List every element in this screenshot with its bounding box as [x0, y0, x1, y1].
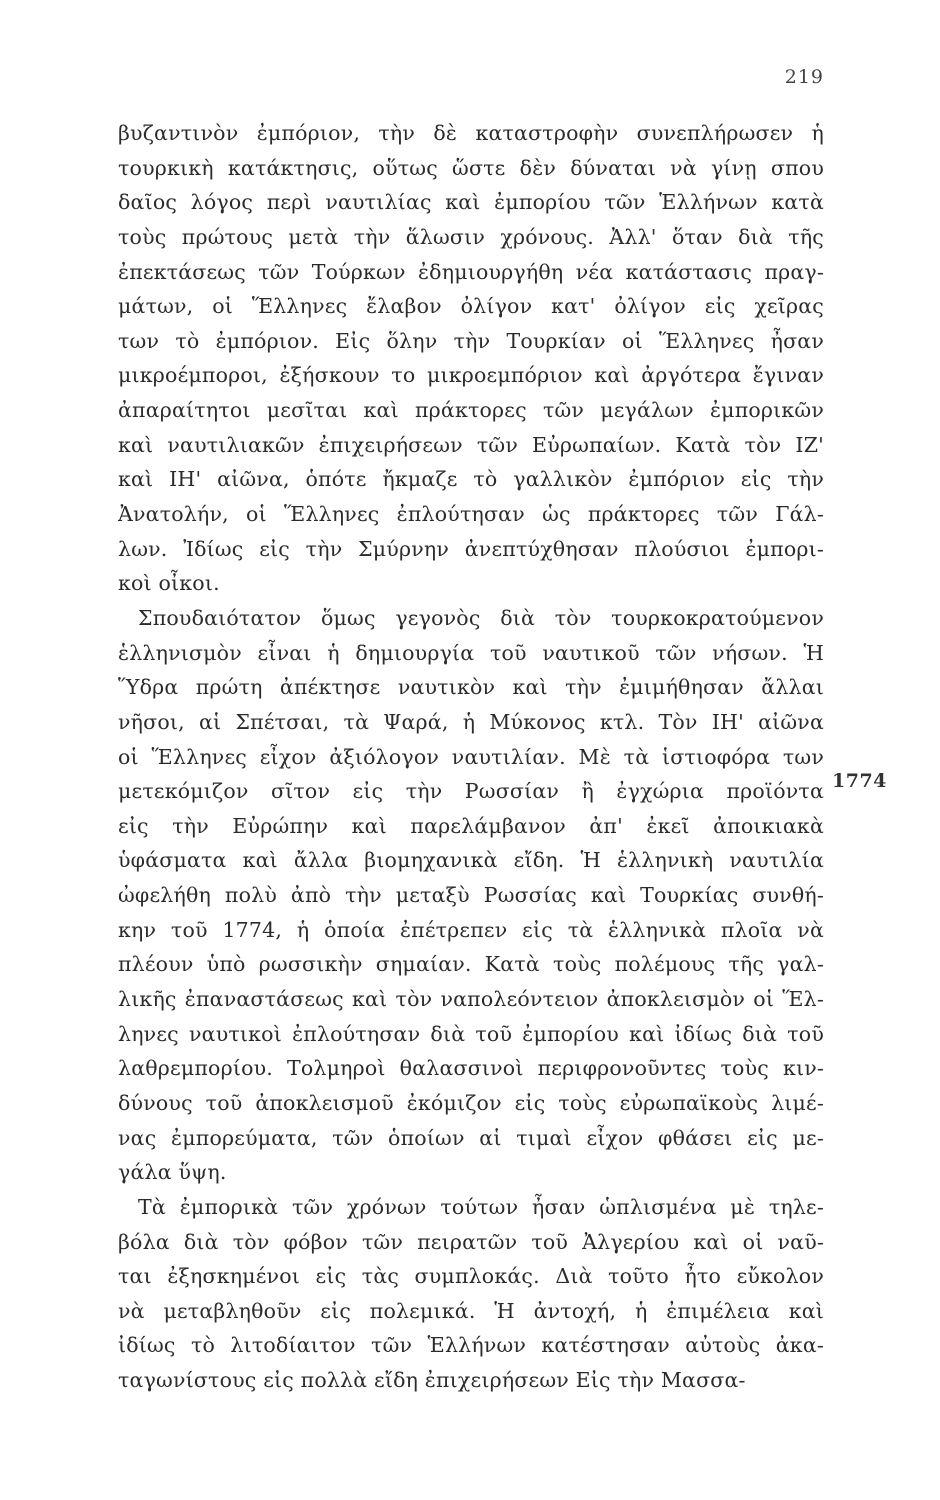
text-line: ἀπαραίτητοι μεσῖται καὶ πράκτορες τῶν μεγάλων ἐμπορικῶν — [118, 398, 824, 423]
text-line: ἐπεκτάσεως τῶν Τούρκων ἐδημιουργήθη νέα κατάστασις πραγ- — [118, 259, 824, 284]
text-line: μάτων, οἱ Ἕλληνες ἔλαβον ὀλίγον κατ' ὀλίγον εἰς χεῖρας — [118, 294, 824, 319]
text-line: νας ἐμπορεύματα, τῶν ὁποίων αἱ τιμαὶ εἶχον φθάσει εἰς με- — [118, 1125, 824, 1150]
text-line: τοὺς πρώτους μετὰ τὴν ἅλωσιν χρόνους. Ἀλλ' ὅταν διὰ τῆς — [118, 224, 824, 249]
text-line: γάλα ὕψη. — [118, 1160, 227, 1185]
text-line: οἱ Ἕλληνες εἶχον ἀξιόλογον ναυτιλίαν. Μὲ τὰ ἱστιοφόρα των — [118, 744, 824, 769]
text-line: μετεκόμιζον σῖτον εἰς τὴν Ρωσσίαν ἢ ἐγχώρια προϊόντα — [118, 779, 824, 804]
text-line: κην τοῦ 1774, ἡ ὁποία ἐπέτρεπεν εἰς τὰ ἑλληνικὰ πλοῖα νὰ — [118, 917, 824, 942]
text-line: πλέουν ὑπὸ ρωσσικὴν σημαίαν. Κατὰ τοὺς πολέμους τῆς γαλ- — [118, 952, 824, 977]
text-line: μικροέμποροι, ἐξήσκουν το μικροεμπόριον καὶ ἀργότερα ἔγιναν — [118, 363, 824, 388]
text-line: ταγωνίστους εἰς πολλὰ εἴδη ἐπιχειρήσεων Εἰς τὴν Μασσα- — [118, 1368, 746, 1393]
text-line: Σπουδαιότατον ὅμως γεγονὸς διὰ τὸν τουρκοκρατούμενον — [138, 605, 824, 630]
text-line: βόλα διὰ τὸν φόβον τῶν πειρατῶν τοῦ Ἀλγερίου καὶ οἱ ναῦ- — [118, 1229, 824, 1254]
text-line: νῆσοι, αἱ Σπέτσαι, τὰ Ψαρά, ἡ Μύκονος κτλ. Τὸν ΙΗ' αἰῶνα — [118, 709, 824, 734]
text-line: λαθρεμπορίου. Τολμηροὶ θαλασσινοὶ περιφρονοῦντες τοὺς κιν- — [118, 1056, 824, 1081]
text-line: Τὰ ἐμπορικὰ τῶν χρόνων τούτων ἦσαν ὡπλισμένα μὲ τηλε- — [138, 1194, 824, 1219]
text-line: βυζαντινὸν ἐμπόριον, τὴν δὲ καταστροφὴν συνεπλήρωσεν ἡ — [118, 121, 824, 145]
text-line: εἰς τὴν Εὐρώπην καὶ παρελάμβανον ἀπ' ἐκεῖ ἀποικιακὰ — [118, 813, 824, 838]
text-line: ται ἐξησκημένοι εἰς τὰς συμπλοκάς. Διὰ τοῦτο ἦτο εὔκολον — [118, 1264, 824, 1289]
text-line: ἑλληνισμὸν εἶναι ἡ δημιουργία τοῦ ναυτικοῦ τῶν νήσων. Ἡ — [118, 640, 824, 665]
text-line: λικῆς ἐπαναστάσεως καὶ τὸν ναπολεόντειον ἀποκλεισμὸν οἱ Ἕλ- — [118, 987, 824, 1012]
text-line: ληνες ναυτικοὶ ἐπλούτησαν διὰ τοῦ ἐμπορίου καὶ ἰδίως διὰ τοῦ — [118, 1021, 824, 1046]
text-line: των τὸ ἐμπόριον. Εἰς ὅλην τὴν Τουρκίαν οἱ Ἕλληνες ἦσαν — [118, 328, 824, 353]
text-line: λων. Ἰδίως εἰς τὴν Σμύρνην ἀνεπτύχθησαν πλούσιοι ἐμπορι- — [118, 536, 824, 561]
page-number: 219 — [784, 66, 824, 88]
text-line: Ἀνατολήν, οἱ Ἕλληνες ἐπλούτησαν ὡς πράκτορες τῶν Γάλ- — [118, 502, 824, 527]
text-line: ἰδίως τὸ λιτοδίαιτον τῶν Ἑλλήνων κατέστησαν αὐτοὺς ἀκα- — [118, 1333, 824, 1358]
text-line: τουρκικὴ κατάκτησις, οὕτως ὥστε δὲν δύναται νὰ γίνῃ σπου — [118, 155, 824, 180]
margin-note-year: 1774 — [832, 770, 887, 792]
body-text — [118, 116, 824, 1398]
text-line: καὶ ΙΗ' αἰῶνα, ὁπότε ἤκμαζε τὸ γαλλικὸν ἐμπόριον εἰς τὴν — [118, 467, 824, 492]
text-line: Ὕδρα πρώτη ἀπέκτησε ναυτικὸν καὶ τὴν ἐμιμήθησαν ἄλλαι — [118, 675, 824, 700]
text-line: καὶ ναυτιλιακῶν ἐπιχειρήσεων τῶν Εὐρωπαίων. Κατὰ τὸν ΙΖ' — [118, 432, 824, 457]
text-line: ὠφελήθη πολὺ ἀπὸ τὴν μεταξὺ Ρωσσίας καὶ Τουρκίας συνθή- — [118, 883, 824, 908]
text-line: ὑφάσματα καὶ ἄλλα βιομηχανικὰ εἴδη. Ἡ ἑλληνικὴ ναυτιλία — [118, 848, 824, 873]
text-line: κοὶ οἶκοι. — [118, 571, 220, 596]
text-line: δύνους τοῦ ἀποκλεισμοῦ ἐκόμιζον εἰς τοὺς εὐρωπαϊκοὺς λιμέ- — [118, 1090, 824, 1115]
text-line: δαῖος λόγος περὶ ναυτιλίας καὶ ἐμπορίου τῶν Ἑλλήνων κατὰ — [118, 190, 824, 215]
text-line: νὰ μεταβληθοῦν εἰς πολεμικά. Ἡ ἀντοχή, ἡ ἐπιμέλεια καὶ — [118, 1298, 824, 1323]
